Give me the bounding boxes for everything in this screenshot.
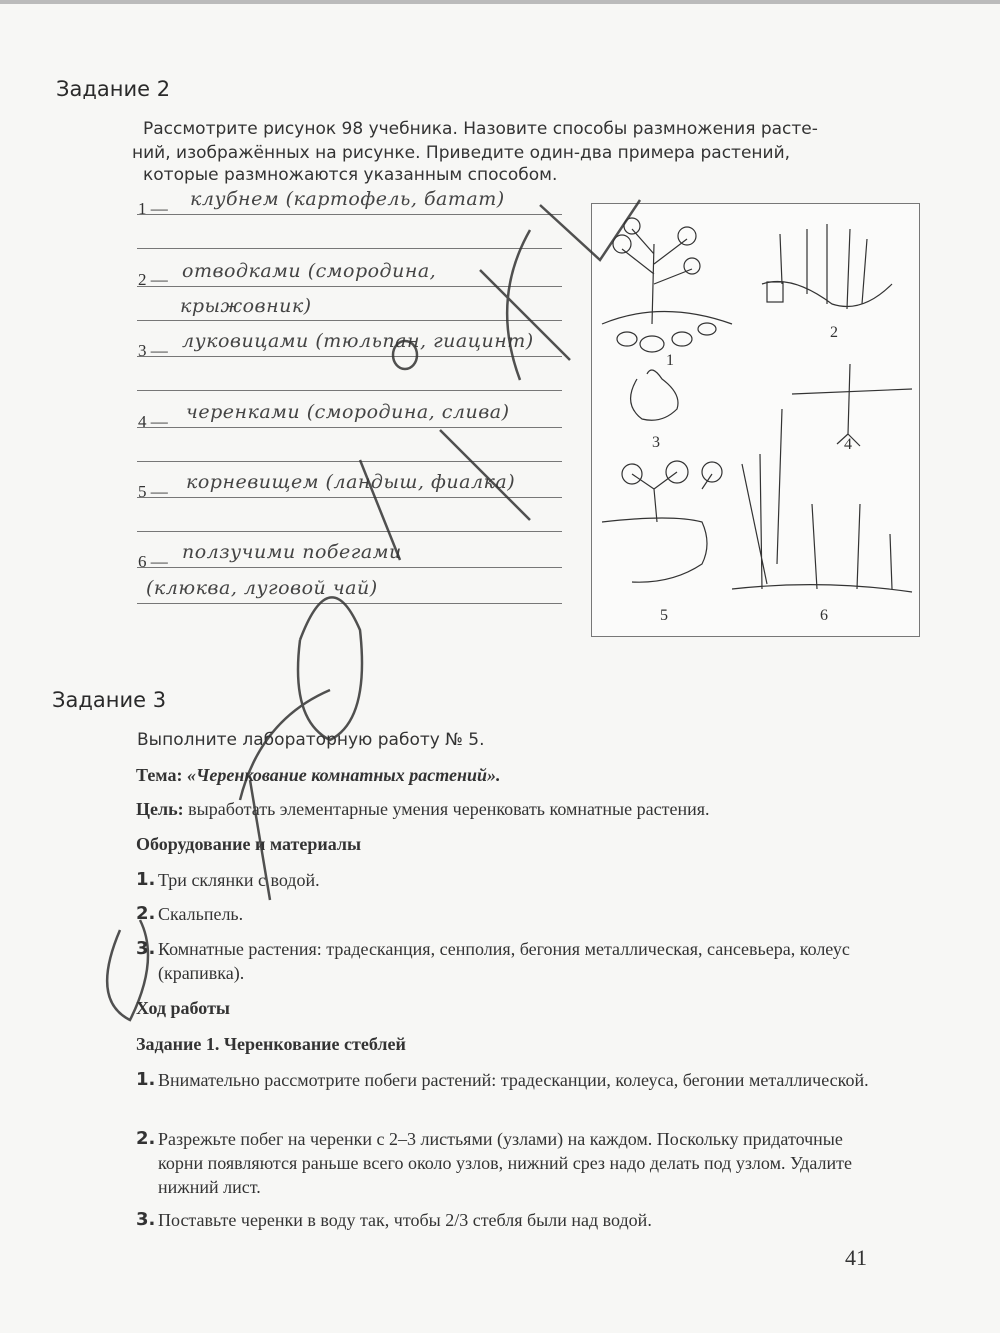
equipment-item: 2. Скальпель. <box>136 903 244 924</box>
task2-prompt-line2: ний, изображённых на рисунке. Приведите один-два примера растений, <box>132 143 791 163</box>
figure-label-1: 1 <box>666 352 674 369</box>
answer-label-6: 6 — <box>138 552 168 571</box>
answer-3: луковицами (тюльпан, гиацинт) <box>182 330 534 352</box>
answer-label-1: 1 — <box>138 199 168 218</box>
page-number: 41 <box>845 1245 867 1270</box>
procedure-title: Ход работы <box>136 998 230 1018</box>
task3-topic <box>136 763 501 787</box>
plant-propagation-figure <box>591 203 920 637</box>
answer-label-5: 5 — <box>138 482 168 501</box>
answer-5: корневищем (ландыш, фиалка) <box>186 471 516 493</box>
task2-prompt-line3: которые размножаются указанным способом. <box>143 165 558 185</box>
figure-label-5: 5 <box>660 607 668 624</box>
answer-6-line2: (клюква, луговой чай) <box>146 577 378 599</box>
answer-line <box>137 567 562 568</box>
answer-line <box>137 320 562 321</box>
answer-line <box>137 248 562 249</box>
answer-6-line1: ползучими побегами <box>182 541 402 563</box>
answer-line <box>137 390 562 391</box>
subtask-title: Задание 1. Черенкование стеблей <box>136 1034 406 1054</box>
answer-line <box>137 531 562 532</box>
answer-label-2: 2 — <box>138 270 168 289</box>
answer-line <box>137 286 562 287</box>
task2-title: Задание 2 <box>56 77 171 101</box>
answer-line <box>137 603 562 604</box>
figure-label-3: 3 <box>652 434 660 451</box>
topic-label: Тема: <box>136 765 183 785</box>
page-top-edge <box>0 0 1000 4</box>
answer-line <box>137 427 562 428</box>
goal-text: выработать элементарные умения черенковать комнатные растения. <box>188 799 710 819</box>
step-item: 1. Внимательно рассмотрите побеги растений: традесканции, колеуса, бегонии металлической. <box>136 1069 869 1090</box>
equipment-item: 1. Три склянки с водой. <box>136 869 320 890</box>
answer-line <box>137 214 562 215</box>
figure-label-2: 2 <box>830 324 838 341</box>
task3-goal <box>136 797 710 821</box>
plant-illustrations <box>592 204 919 636</box>
answer-2-line1: отводками (смородина, <box>182 260 437 282</box>
task3-title: Задание 3 <box>52 688 167 712</box>
goal-label: Цель: <box>136 799 184 819</box>
figure-label-4: 4 <box>844 436 852 453</box>
answer-2-line2: крыжовник) <box>180 295 312 317</box>
step-item: 3. Поставьте черенки в воду так, чтобы 2/3 стебля были над водой. <box>136 1209 652 1230</box>
answer-label-4: 4 — <box>138 412 168 431</box>
task3-intro: Выполните лабораторную работу № 5. <box>137 730 485 750</box>
equipment-title: Оборудование и материалы <box>136 834 362 854</box>
answer-1: клубнем (картофель, батат) <box>190 188 505 210</box>
equipment-item: 3. Комнатные растения: традесканция, сенполия, бегония металлическая, сансевьера, колеус (крапивка). <box>136 938 850 983</box>
figure-label-6: 6 <box>820 607 828 624</box>
answer-label-3: 3 — <box>138 341 168 360</box>
answer-line <box>137 356 562 357</box>
answer-4: черенками (смородина, слива) <box>186 401 510 423</box>
answer-line <box>137 461 562 462</box>
topic-text: «Черенкование комнатных растений». <box>186 765 501 785</box>
answer-line <box>137 497 562 498</box>
step-item: 2. Разрежьте побег на черенки с 2–3 листьями (узлами) на каждом. Поскольку придаточные корни появляются раньше всего около узлов, нижний срез надо делать под узлом. Удалите нижний лист. <box>136 1128 852 1197</box>
task2-prompt-line1: Рассмотрите рисунок 98 учебника. Назовите способы размножения расте- <box>143 119 818 139</box>
